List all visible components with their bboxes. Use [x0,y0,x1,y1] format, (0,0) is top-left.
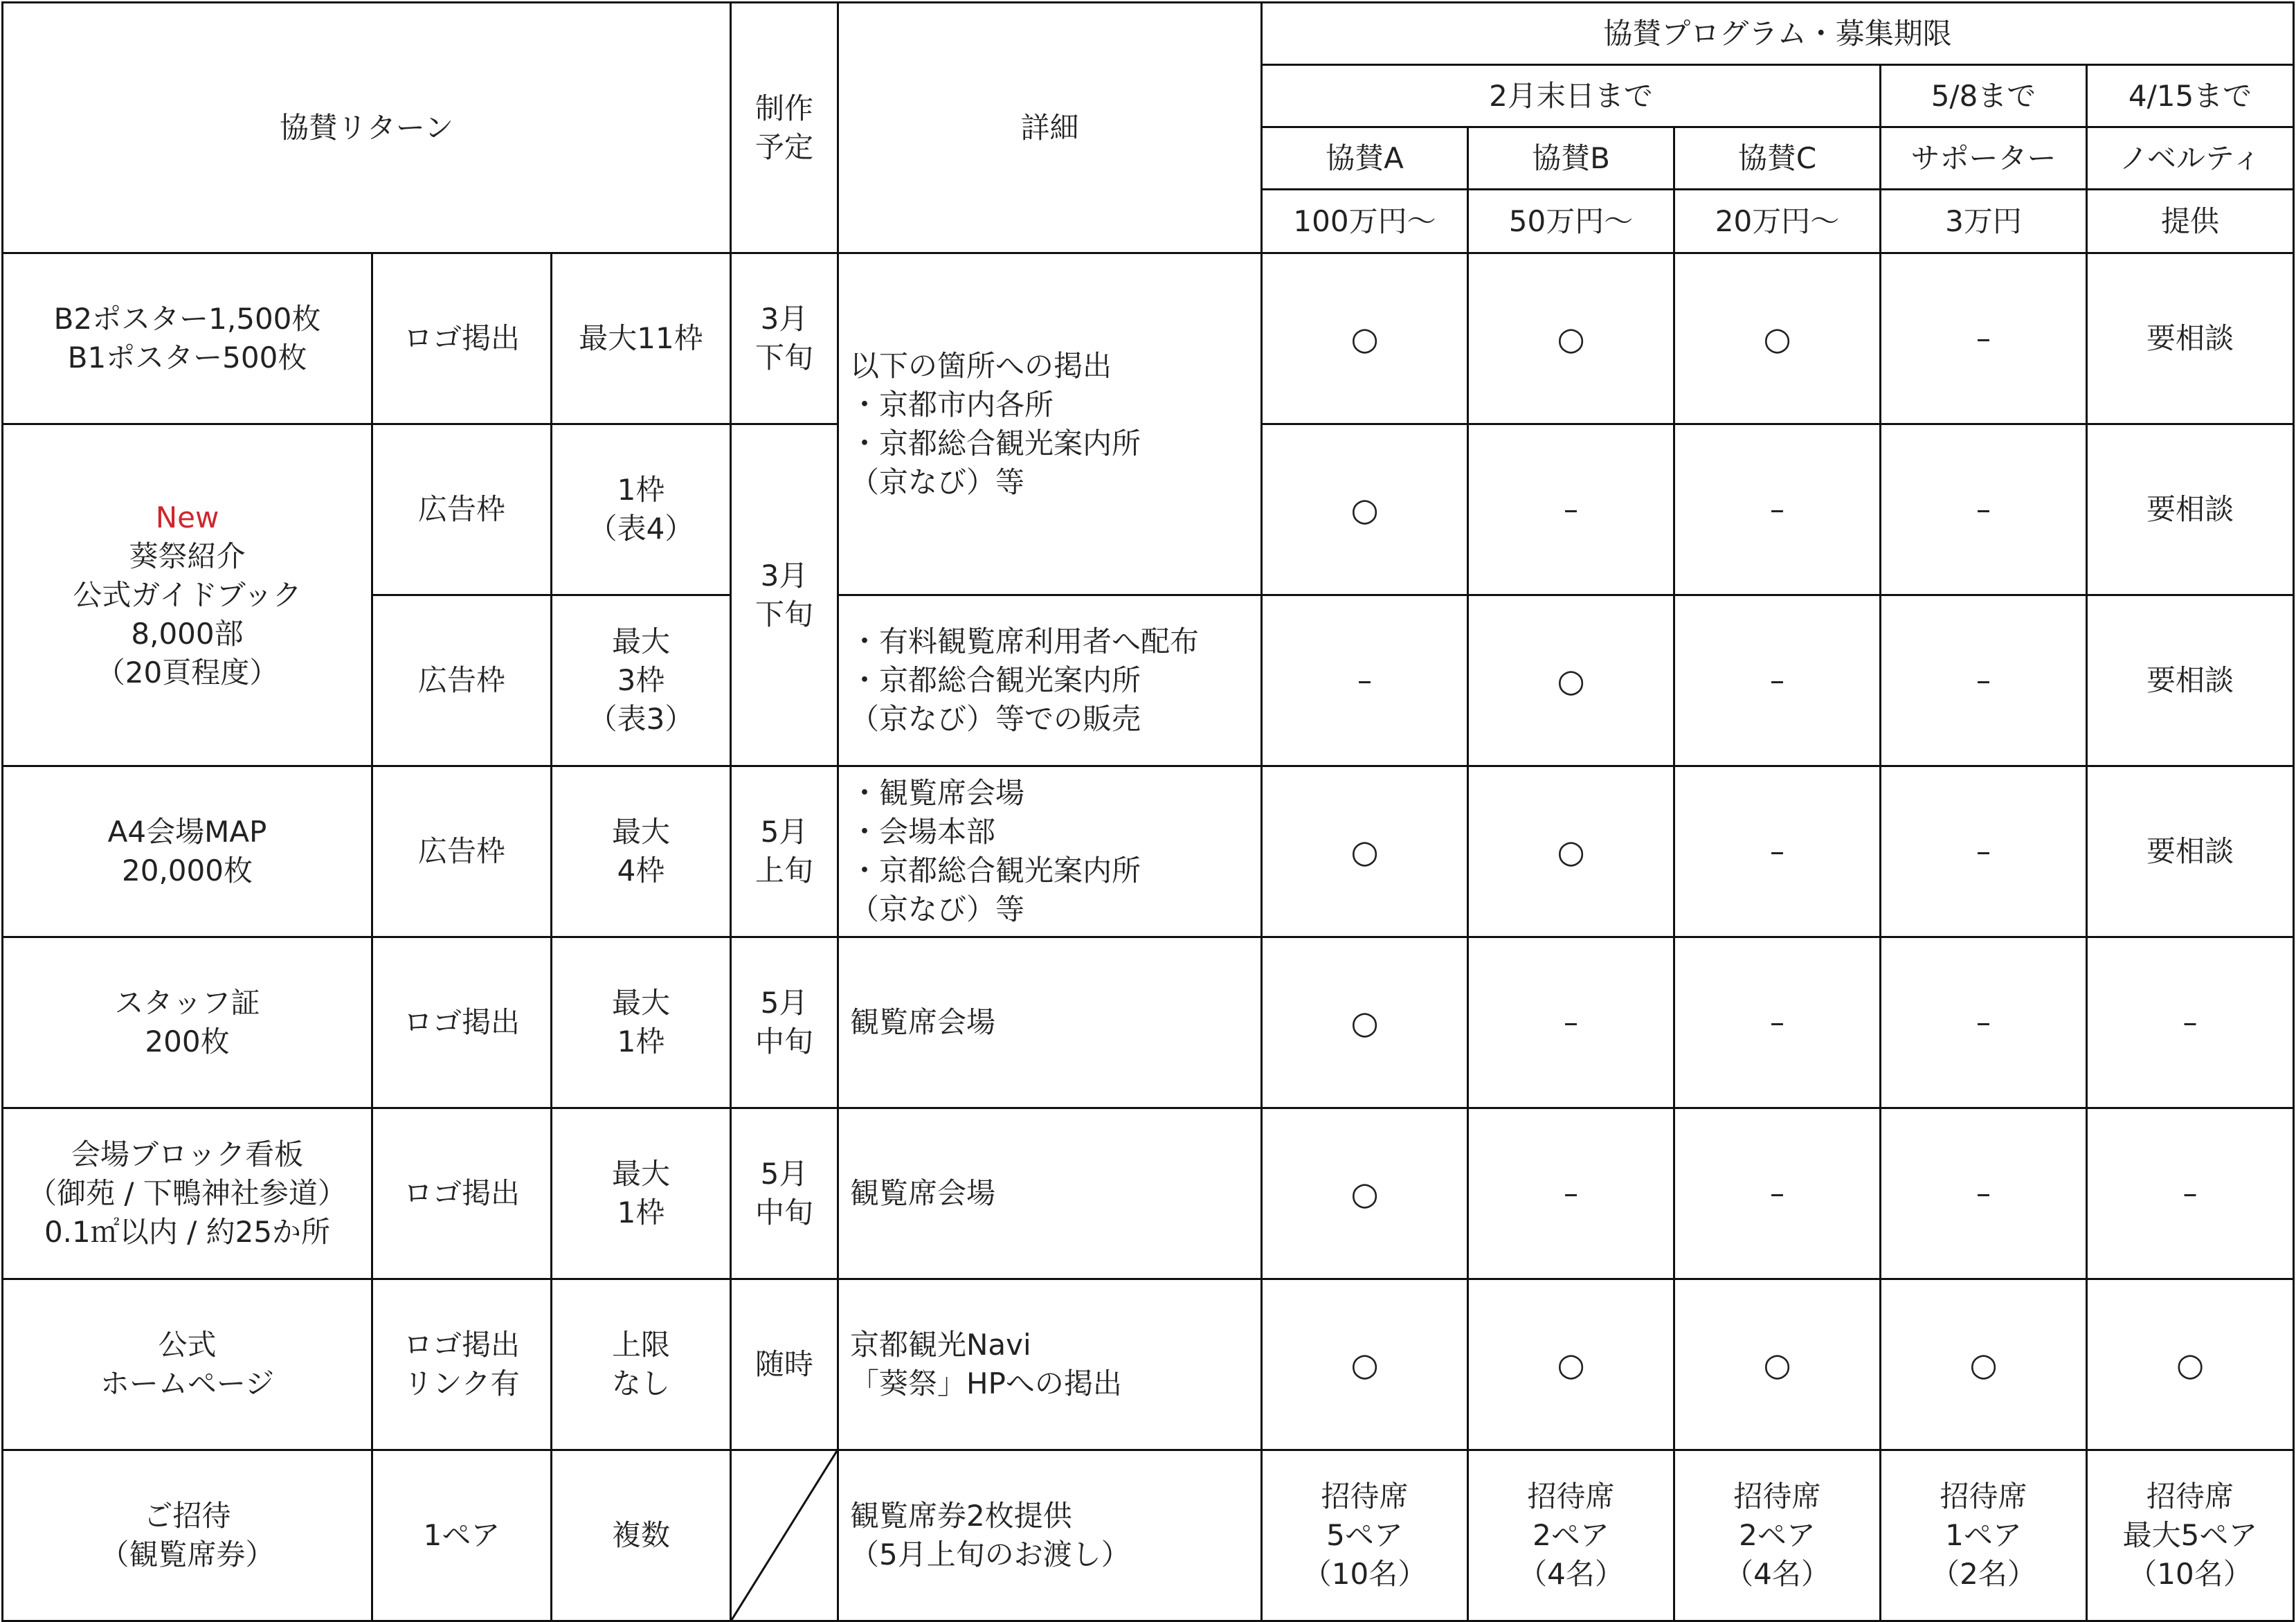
item-cell: 会場ブロック看板 （御苑 / 下鴨神社参道） 0.1㎡以内 / 約25か所 [3,1108,372,1279]
mark-novelty: – [2087,937,2294,1108]
schedule-cell: 3月 下旬 [731,253,838,424]
mark-novelty: 要相談 [2087,766,2294,937]
tier-name-c: 協賛C [1674,127,1881,190]
detail-cell: 以下の箇所への掲出 ・京都市内各所 ・京都総合観光案内所 （京なび）等 [838,253,1262,595]
tier-name-supporter: サポーター [1881,127,2087,190]
tier-price-supporter: 3万円 [1881,190,2087,253]
mark-b: 招待席 2ペア （4名） [1468,1450,1674,1621]
mark-a: ○ [1262,1108,1468,1279]
item-cell: スタッフ証 200枚 [3,937,372,1108]
mark-b: – [1468,424,1674,595]
type-cell: ロゴ掲出 [372,1108,552,1279]
slots-cell: 最大 3枠 （表3） [552,595,731,766]
schedule-cell: 3月 下旬 [731,424,838,766]
mark-b: ○ [1468,595,1674,766]
detail-cell: 観覧席会場 [838,1108,1262,1279]
table-row [3,937,2294,1108]
slots-cell: 最大 1枠 [552,937,731,1108]
slots-cell: 最大 1枠 [552,1108,731,1279]
mark-c: 招待席 2ペア （4名） [1674,1450,1881,1621]
mark-a: ○ [1262,937,1468,1108]
mark-c: – [1674,766,1881,937]
deadline-may8: 5/8まで [1881,65,2087,127]
detail-cell: 観覧席会場 [838,937,1262,1108]
table-row [3,1279,2294,1450]
slots-cell: 1枠 （表4） [552,424,731,595]
tier-price-c: 20万円〜 [1674,190,1881,253]
mark-a: – [1262,595,1468,766]
mark-c: ○ [1674,253,1881,424]
sponsorship-table [1,1,2295,1622]
tier-name-a: 協賛A [1262,127,1468,190]
mark-novelty: ○ [2087,1279,2294,1450]
mark-a: ○ [1262,424,1468,595]
mark-supporter: – [1881,595,2087,766]
header-return: 協賛リターン [3,3,731,253]
tier-price-b: 50万円〜 [1468,190,1674,253]
slots-cell: 上限 なし [552,1279,731,1450]
mark-c: – [1674,595,1881,766]
mark-b: ○ [1468,1279,1674,1450]
tier-name-novelty: ノベルティ [2087,127,2294,190]
mark-a: ○ [1262,766,1468,937]
schedule-cell: 5月 上旬 [731,766,838,937]
item-cell: 公式 ホームページ [3,1279,372,1450]
detail-cell: 観覧席券2枚提供 （5月上旬のお渡し） [838,1450,1262,1621]
mark-novelty: 要相談 [2087,595,2294,766]
new-badge: New [155,500,219,534]
mark-a: 招待席 5ペア （10名） [1262,1450,1468,1621]
header-program-title: 協賛プログラム・募集期限 [1262,3,2294,65]
diagonal-slash-icon [732,1451,837,1620]
tier-price-a: 100万円〜 [1262,190,1468,253]
mark-b: ○ [1468,766,1674,937]
schedule-cell-empty [731,1450,838,1621]
schedule-cell: 5月 中旬 [731,937,838,1108]
mark-novelty: 要相談 [2087,253,2294,424]
mark-b: ○ [1468,253,1674,424]
slots-cell: 複数 [552,1450,731,1621]
mark-supporter: 招待席 1ペア （2名） [1881,1450,2087,1621]
item-cell: A4会場MAP 20,000枚 [3,766,372,937]
mark-c: – [1674,1108,1881,1279]
item-cell: New 葵祭紹介 公式ガイドブック 8,000部 （20頁程度） [3,424,372,766]
mark-supporter: ○ [1881,1279,2087,1450]
type-cell: 広告枠 [372,424,552,595]
item-cell: B2ポスター1,500枚 B1ポスター500枚 [3,253,372,424]
mark-supporter: – [1881,424,2087,595]
mark-supporter: – [1881,937,2087,1108]
mark-novelty: 要相談 [2087,424,2294,595]
mark-novelty: – [2087,1108,2294,1279]
type-cell: 広告枠 [372,595,552,766]
type-cell: ロゴ掲出 [372,253,552,424]
tier-price-novelty: 提供 [2087,190,2294,253]
mark-c: – [1674,937,1881,1108]
type-cell: 1ペア [372,1450,552,1621]
mark-supporter: – [1881,1108,2087,1279]
item-cell: ご招待 （観覧席券） [3,1450,372,1621]
slots-cell: 最大11枠 [552,253,731,424]
detail-cell: ・有料観覧席利用者へ配布 ・京都総合観光案内所 （京なび）等での販売 [838,595,1262,766]
mark-supporter: – [1881,253,2087,424]
detail-cell: ・観覧席会場 ・会場本部 ・京都総合観光案内所 （京なび）等 [838,766,1262,937]
header-schedule: 制作 予定 [731,3,838,253]
mark-a: ○ [1262,253,1468,424]
detail-cell: 京都観光Navi 「葵祭」HPへの掲出 [838,1279,1262,1450]
type-cell: 広告枠 [372,766,552,937]
deadline-feb: 2月末日まで [1262,65,1881,127]
table-row [3,766,2294,937]
table-row [3,1108,2294,1279]
mark-novelty: 招待席 最大5ペア （10名） [2087,1450,2294,1621]
header-detail: 詳細 [838,3,1262,253]
mark-supporter: – [1881,766,2087,937]
table-row [3,253,2294,424]
type-cell: ロゴ掲出 リンク有 [372,1279,552,1450]
schedule-cell: 随時 [731,1279,838,1450]
tier-name-b: 協賛B [1468,127,1674,190]
type-cell: ロゴ掲出 [372,937,552,1108]
schedule-cell: 5月 中旬 [731,1108,838,1279]
deadline-apr15: 4/15まで [2087,65,2294,127]
mark-c: ○ [1674,1279,1881,1450]
mark-a: ○ [1262,1279,1468,1450]
mark-b: – [1468,1108,1674,1279]
table-row [3,1450,2294,1621]
mark-c: – [1674,424,1881,595]
slots-cell: 最大 4枠 [552,766,731,937]
mark-b: – [1468,937,1674,1108]
